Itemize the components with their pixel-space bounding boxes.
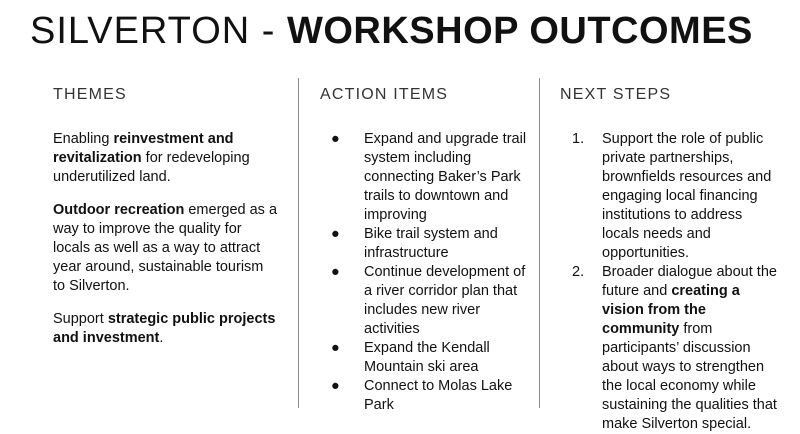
column-divider-right (539, 78, 540, 408)
themes-heading: THEMES (53, 86, 127, 103)
action-item (320, 130, 532, 225)
body-text: Broader dialogue about the future and (602, 264, 777, 299)
action-item-text: Connect to Molas Lake Park (364, 378, 513, 413)
emphasis-text: reinvestment and revitalization (53, 131, 234, 166)
bullet-icon: ● (331, 378, 340, 394)
emphasis-text: Outdoor recreation (53, 202, 185, 218)
bullet-icon: ● (331, 226, 340, 242)
action-item (320, 225, 532, 263)
bullet-icon: ● (331, 340, 340, 356)
next-step-item (560, 130, 780, 263)
column-divider-left (298, 78, 299, 408)
theme-paragraph (53, 130, 278, 187)
action-item-text: Expand the Kendall Mountain ski area (364, 340, 490, 375)
next-steps-list (560, 130, 780, 434)
body-text: . (159, 330, 164, 346)
action-item-text: Continue development of a river corridor plan that includes new river activities (364, 264, 526, 337)
action-item (320, 339, 532, 377)
body-text: Support the role of public private partnerships, brownfields resources and engaging local financing institutions to address locals needs and opportunities. (602, 131, 772, 261)
theme-paragraph (53, 201, 278, 296)
step-number: 1. (572, 131, 585, 147)
emphasis-text: creating a vision from the community (602, 283, 740, 337)
action-item-text: Expand and upgrade trail system including connecting Baker’s Park trails to downtown and improving (364, 131, 527, 223)
step-number: 2. (572, 264, 585, 280)
title-bold: WORKSHOP OUTCOMES (286, 10, 753, 52)
next-steps-heading: NEXT STEPS (560, 86, 672, 103)
title-light: SILVERTON - (30, 10, 287, 52)
body-text: Enabling (53, 131, 114, 147)
next-step-item (560, 263, 780, 434)
body-text: Support (53, 311, 108, 327)
themes-column (53, 86, 278, 362)
action-item-text: Bike trail system and infrastructure (364, 226, 498, 261)
body-text: for redeveloping underutilized land. (53, 150, 250, 185)
body-text: from participants’ discussion about ways to strengthen the local economy while sustaining the qualities that make Silverton special. (602, 321, 777, 432)
emphasis-text: strategic public projects and investment (53, 311, 276, 346)
action-items-heading: ACTION ITEMS (320, 86, 449, 103)
action-items-list (320, 130, 532, 415)
action-item (320, 377, 532, 415)
next-steps-column (560, 86, 780, 434)
bullet-icon: ● (331, 264, 340, 280)
action-item (320, 263, 532, 339)
themes-paragraphs (53, 130, 278, 348)
page-title (30, 10, 753, 53)
theme-paragraph (53, 310, 278, 348)
body-text: emerged as a way to improve the quality for locals as well as a way to attract year around, sustainable tourism to Silverton. (53, 202, 278, 294)
bullet-icon: ● (331, 131, 340, 147)
action-items-column (320, 86, 532, 415)
